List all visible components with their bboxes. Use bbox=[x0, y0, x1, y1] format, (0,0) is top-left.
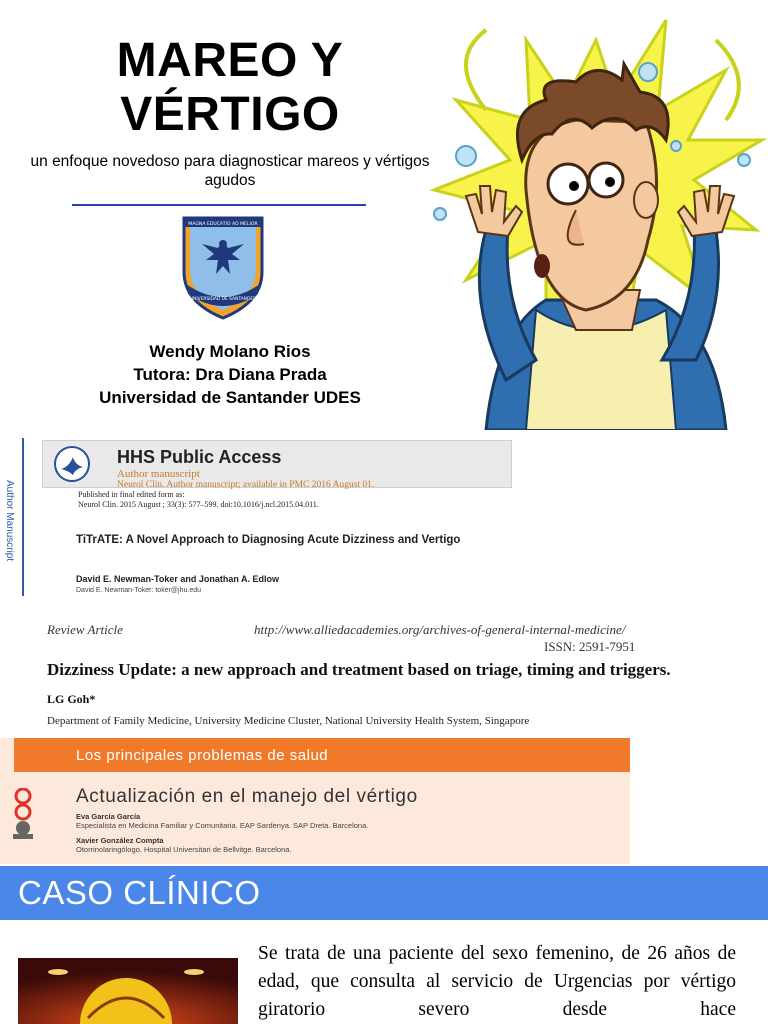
health-icons bbox=[10, 788, 36, 840]
section-banner bbox=[14, 738, 630, 772]
article-clipping-review bbox=[20, 596, 671, 742]
sidebar-rule bbox=[22, 438, 24, 598]
hhs-availability: Neurol Clin. Author manuscript; available in PMC 2016 August 01. bbox=[117, 480, 375, 490]
article-clipping-vertigo bbox=[0, 738, 630, 864]
article-clipping-hhs bbox=[26, 432, 520, 600]
author-department: Department of Family Medicine, University Medicine Cluster, National University Health System, Singapore bbox=[47, 715, 530, 727]
author-name: Wendy Molano Rios bbox=[149, 342, 311, 361]
author-email: David E. Newman-Toker: toker@jhu.edu bbox=[76, 587, 201, 594]
author-1: Eva García García bbox=[76, 812, 141, 821]
case-photo bbox=[18, 958, 238, 1024]
title-line-1: MAREO Y bbox=[116, 34, 344, 87]
author-1-role: Especialista en Medicina Familiar y Comunitaria. EAP Sardenya. SAP Dreta. Barcelona. bbox=[76, 821, 369, 830]
subtitle: un enfoque novedoso para diagnosticar mareos y vértigos agudos bbox=[30, 153, 430, 189]
hhs-header bbox=[42, 440, 512, 488]
dizzy-man-illustration bbox=[426, 0, 768, 430]
logo-university-name: UNIVERSIDAD DE SANTANDER bbox=[189, 297, 257, 302]
university-name: Universidad de Santander UDES bbox=[99, 388, 361, 407]
hhs-eagle-icon bbox=[53, 445, 91, 483]
article-authors: David E. Newman-Toker and Jonathan A. Edlow bbox=[76, 574, 280, 584]
issn: ISSN: 2591-7951 bbox=[544, 639, 636, 654]
title-line-2: VÉRTIGO bbox=[120, 88, 340, 141]
logo-motto: MAGNA EDUCATIO AD MELIOR bbox=[188, 222, 258, 227]
journal-url: http://www.alliedacademies.org/archives-of-general-internal-medicine/ bbox=[254, 622, 626, 637]
case-description: Se trata de una paciente del sexo femenino, de 26 años de edad, que consulta al servicio de Urgencias por vértigo giratorio severo desde hace bbox=[258, 943, 736, 1020]
page-title bbox=[30, 34, 430, 142]
article-title: TiTrATE: A Novel Approach to Diagnosing Acute Dizziness and Vertigo bbox=[76, 534, 461, 546]
title-divider bbox=[72, 204, 366, 206]
citation: Neurol Clin. 2015 August ; 33(3): 577–599. doi:10.1016/j.ncl.2015.04.011. bbox=[78, 500, 319, 509]
university-logo bbox=[178, 214, 268, 320]
author-2-role: Otorrinolaringólogo. Hospital Universitari de Bellvitge. Barcelona. bbox=[76, 845, 292, 854]
tutor-name: Tutora: Dra Diana Prada bbox=[133, 365, 327, 384]
hhs-subtitle: Author manuscript bbox=[117, 468, 200, 480]
article-type: Review Article bbox=[47, 622, 123, 637]
article-title: Actualización en el manejo del vértigo bbox=[76, 786, 418, 807]
author-manuscript-sidebar bbox=[0, 438, 26, 598]
author-manuscript-label: Author Manuscript bbox=[4, 480, 15, 562]
hhs-title: HHS Public Access bbox=[117, 447, 282, 467]
article-author: LG Goh* bbox=[47, 692, 96, 706]
author-2: Xavier González Compta bbox=[76, 836, 164, 845]
article-title: Dizziness Update: a new approach and treatment based on triage, timing and triggers. bbox=[47, 660, 671, 679]
banner-label: Los principales problemas de salud bbox=[76, 747, 329, 764]
published-note: Published in final edited form as: bbox=[78, 490, 185, 499]
author-block bbox=[60, 340, 400, 409]
section-title: CASO CLÍNICO bbox=[18, 874, 261, 911]
section-header bbox=[0, 866, 768, 920]
